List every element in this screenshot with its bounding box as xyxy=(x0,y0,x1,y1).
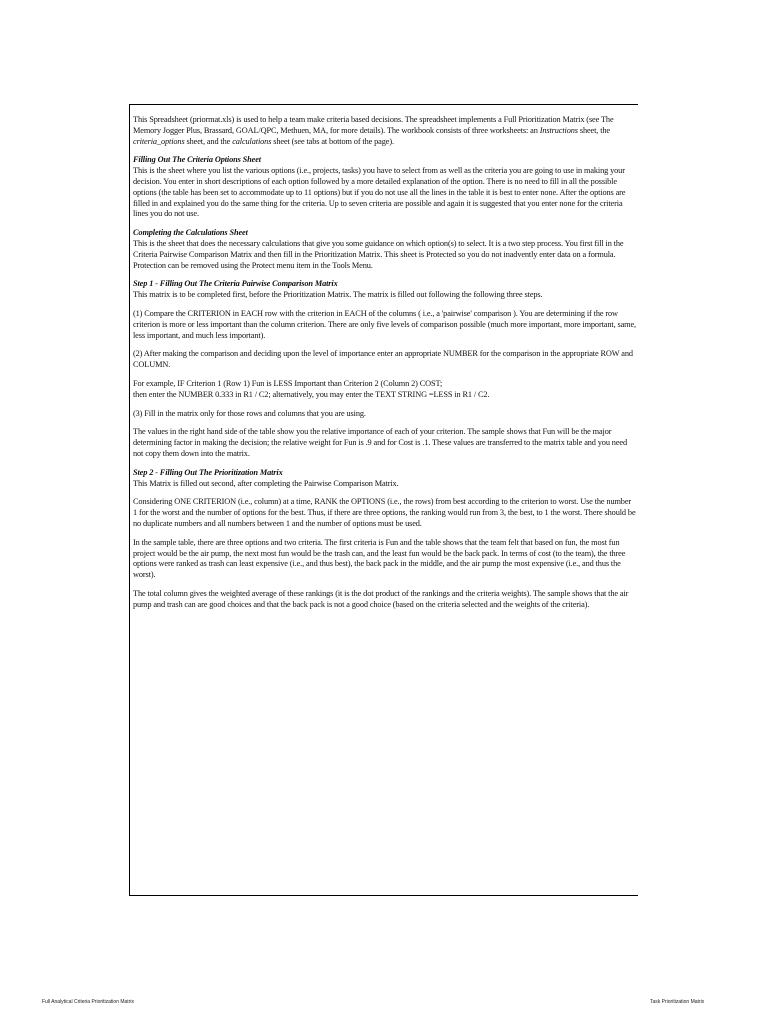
step1-heading: Step 1 - Filling Out The Criteria Pairwise Comparison Matrix xyxy=(133,279,338,289)
step1-item1: (1) Compare the CRITERION in EACH row with the criterion in EACH of the columns ( i.e., a 'pairwise' comparison ). You are determining if the row criterion is more or less important than the column criterion. There are only five levels of comparison possible (much more important, more important, same, less important, and much less important). xyxy=(133,308,636,340)
instructions-content xyxy=(133,115,636,618)
instructions-sheet-name: Instructions xyxy=(539,125,578,135)
step1-intro: This matrix is to be completed first, before the Prioritization Matrix. The matrix is filled out following the following three steps. xyxy=(133,290,543,300)
footer-right-text: Task Prioritization Matrix xyxy=(650,999,705,1005)
criteria-options-paragraph: This is the sheet where you list the various options (i.e., projects, tasks) you have to select from as well as the criteria you are going to use in making your decision. You enter in short descriptions of each option followed by a more detailed explanation of the option. There is no need to fill in all the possible options (the table has been set to accommodate up to 11 options) but if you do not use all the lines in the table it is best to enter none. After the options are filled in and explained you do the same thing for the criteria. Up to seven criteria are possible and again it is suggested that you enter none for the criteria lines you do not use. xyxy=(133,166,626,219)
step2-sample: In the sample table, there are three options and two criteria. The first criteria is Fun and the table shows that the team felt that based on fun, the most fun project would be the air pump, the next most fun would be the trash can, and the least fun would be the back pack. In terms of cost (to the team), the three options were ranked as trash can least expensive (i.e., and thus best), the back pack in the middle, and the air pump the most expensive (i.e., and thus the worst). xyxy=(133,537,626,580)
criteria-options-sheet-name: criteria_options xyxy=(133,136,185,146)
intro-paragraph: This Spreadsheet (priormat.xls) is used to help a team make criteria based decisions. The spreadsheet implements a Full Prioritization Matrix (see The Memory Jogger Plus, Brassard, GOAL/QPC, Methuen, MA, for more details). The workbook consists of three worksheets: an Instructions sheet, the criteria_options sheet, and the calculations sheet (see tabs at bottom of the page). xyxy=(133,115,614,146)
calculations-paragraph: This is the sheet that does the necessary calculations that give you some guidance on which option(s) to select. It is a two step process. You first fill in the Criteria Pairwise Comparison Matrix and then fill in the Prioritization Matrix. This sheet is Protected so you do not inadvently enter data on a formula. Protection can be removed using the Protect menu item in the Tools Menu. xyxy=(133,238,624,270)
step2-total: The total column gives the weighted average of these rankings (it is the dot product of the rankings and the criteria weights). The sample shows that the air pump and trash can are good choices and that the back pack is not a good choice (based on the criteria selected and the weights of the criteria). xyxy=(133,588,629,609)
step1-values-note: The values in the right hand side of the table show you the relative importance of each of your criterion. The sample shows that Fun will be the major determining factor in making the decision; the relative weight for Fun is .9 and for Cost is .1. These values are transferred to the matrix table and you need not copy them down into the matrix. xyxy=(133,427,627,458)
calculations-sheet-name: calculations xyxy=(232,136,272,146)
step1-item2: (2) After making the comparison and deciding upon the level of importance enter an appropriate NUMBER for the comparison in the appropriate ROW and COLUMN. xyxy=(133,349,633,370)
step2-ranking: Considering ONE CRITERION (i.e., column) at a time, RANK the OPTIONS (i.e., the rows) from best according to the criterion to worst. Use the number 1 for the worst and the number of options for the best. Thus, if there are three options, the ranking would run from 3, the best, to 1 the worst. There should be no duplicate numbers and all numbers between 1 and the number of options must be used. xyxy=(133,497,636,528)
step2-intro: This Matrix is filled out second, after completing the Pairwise Comparison Matrix. xyxy=(133,478,399,488)
step2-heading: Step 2 - Filling Out The Prioritization Matrix xyxy=(133,467,283,477)
calculations-heading: Completing the Calculations Sheet xyxy=(133,228,248,238)
criteria-options-heading: Filling Out The Criteria Options Sheet xyxy=(133,155,261,165)
footer-left-text: Full Analytical Criteria Prioritization Matrix xyxy=(42,999,134,1005)
step1-example: For example, IF Criterion 1 (Row 1) Fun is LESS Important than Criterion 2 (Column 2) COST; then enter the NUMBER 0.333 in R1 / C2; alternatively, you may enter the TEXT STRING =LESS in R1 / C2. xyxy=(133,378,490,399)
step1-item3: (3) Fill in the matrix only for those rows and columns that you are using. xyxy=(133,408,366,418)
